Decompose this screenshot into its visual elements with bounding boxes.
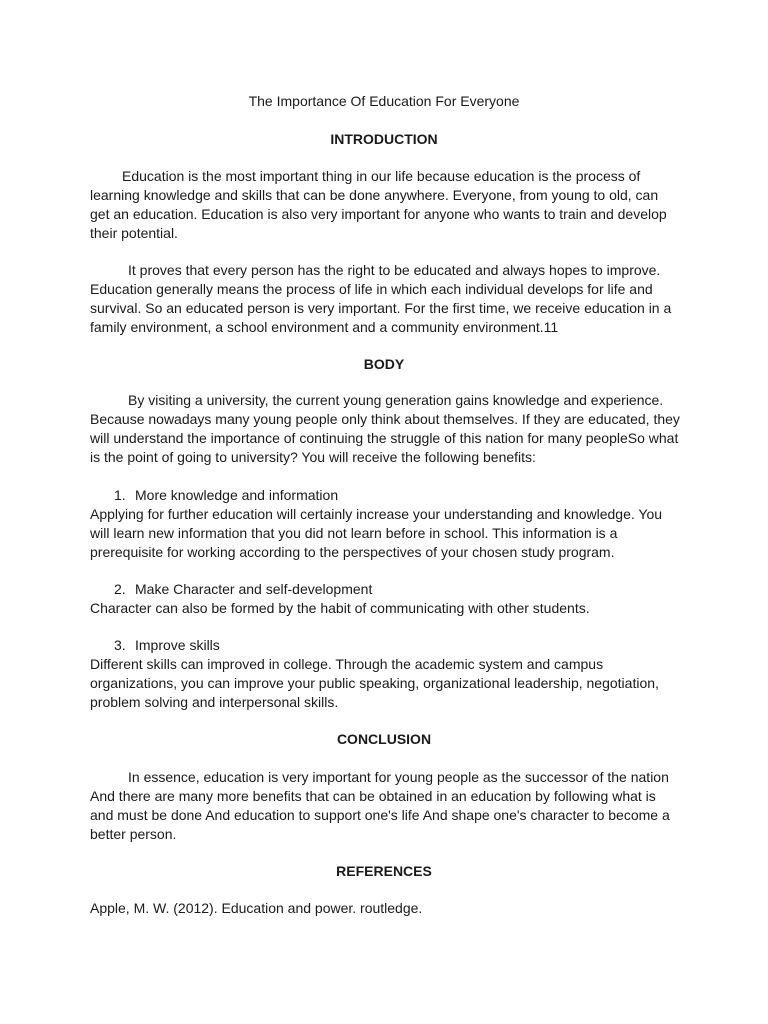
body-paragraph: By visiting a university, the current young generation gains knowledge and experience. Because nowadays many young people only think about themselves. If they are educated, they will understand the importance of continuing the struggle of this nation for many peopleSo what is the point of going to university? You will receive the following benefits:	[90, 392, 680, 465]
list-number: 3.	[114, 637, 126, 653]
introduction-paragraph-1: Education is the most important thing in our life because education is the process of learning knowledge and skills that can be done anywhere. Everyone, from young to old, can get an education. Education is also very important for anyone who wants to train and develop their potential.	[90, 168, 667, 241]
body-heading: BODY	[363, 356, 405, 372]
list-item-2-text: Character can also be formed by the habit of communicating with other students.	[90, 600, 590, 616]
list-item-3	[114, 636, 220, 655]
list-item-label: Make Character and self-development	[135, 581, 373, 597]
introduction-paragraph-2: It proves that every person has the right to be educated and always hopes to improve. Education generally means the process of life in which each individual develops for life and survival. So an educated person is very important. For the first time, we receive education in a family environment, a school environment and a community environment.11	[90, 262, 672, 335]
list-item-1	[114, 486, 338, 505]
list-number: 1.	[114, 487, 126, 503]
list-item-2	[114, 580, 372, 599]
references-heading: REFERENCES	[336, 863, 432, 879]
list-item-3-text: Different skills can improved in college. Through the academic system and campus organizations, you can improve your public speaking, organizational leadership, negotiation, problem solving and interpersonal skills.	[90, 656, 659, 710]
document-title: The Importance Of Education For Everyone	[248, 93, 520, 109]
introduction-heading: INTRODUCTION	[330, 131, 438, 147]
conclusion-paragraph: In essence, education is very important for young people as the successor of the nation And there are many more benefits that can be obtained in an education by following what is and must be done And education to support one's life And shape one's character to become a better person.	[90, 769, 670, 842]
list-item-label: More knowledge and information	[135, 487, 339, 503]
list-number: 2.	[114, 581, 126, 597]
list-item-label: Improve skills	[135, 637, 220, 653]
reference-entry: Apple, M. W. (2012). Education and power. routledge.	[90, 900, 423, 916]
list-item-1-text: Applying for further education will certainly increase your understanding and knowledge. You will learn new information that you did not learn before in school. This information is a prerequisite for working according to the perspectives of your chosen study program.	[90, 506, 663, 560]
conclusion-heading: CONCLUSION	[336, 731, 432, 747]
